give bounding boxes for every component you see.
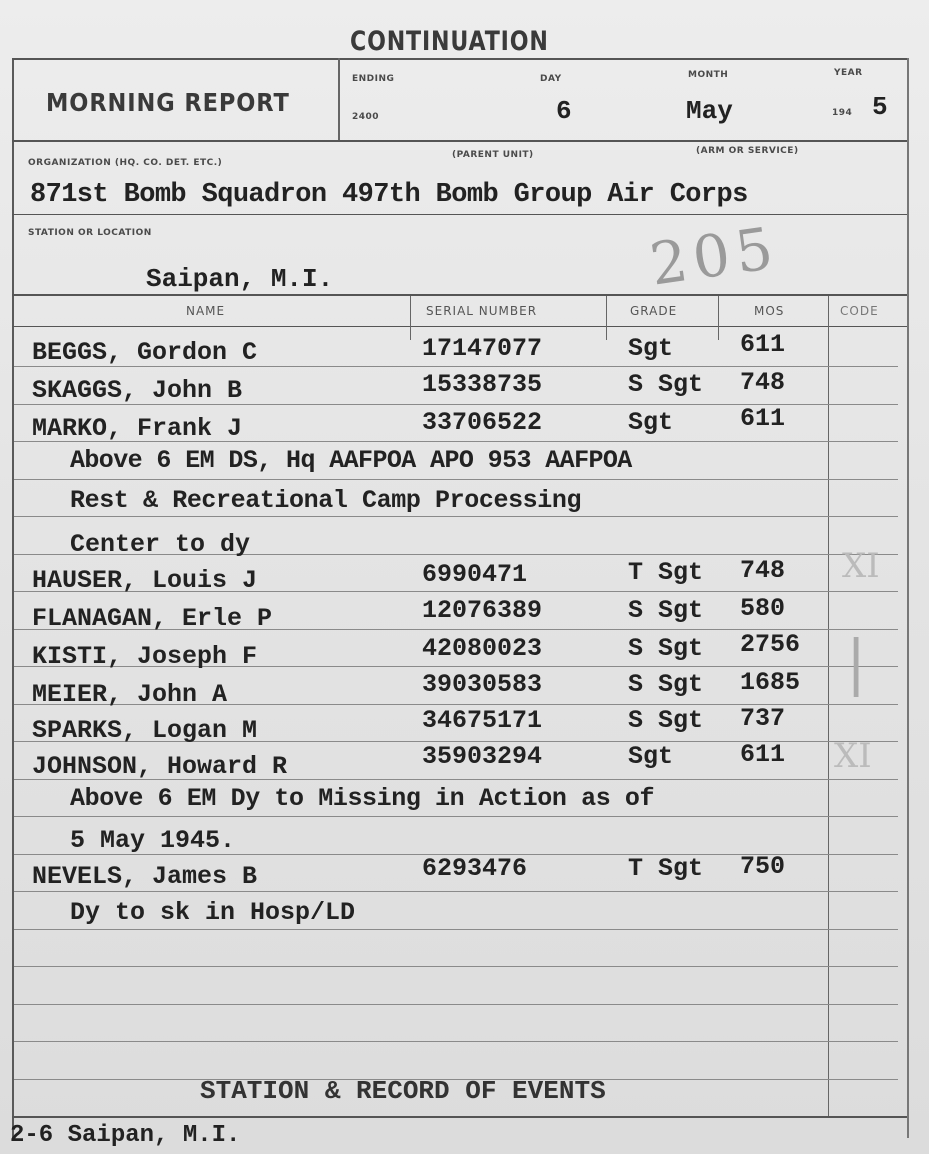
table-top-rule: [12, 294, 907, 296]
serial-column-divider: [410, 296, 411, 340]
year-label: YEAR: [834, 68, 863, 78]
remark-line: Rest & Recreational Camp Processing: [70, 486, 582, 515]
column-code-header: CODE: [840, 304, 879, 318]
footer-rule: [12, 1116, 907, 1118]
entry-grade: S Sgt: [628, 634, 704, 663]
entry-serial: 17147077: [422, 334, 543, 363]
header-divider: [338, 58, 340, 140]
arm-service-label: (ARM OR SERVICE): [696, 146, 799, 156]
entry-serial: 6990471: [422, 560, 528, 589]
entry-grade: S Sgt: [628, 596, 704, 625]
entry-name: KISTI, Joseph F: [32, 642, 258, 671]
mos-column-divider: [718, 296, 719, 340]
station-value: Saipan, M.I.: [146, 264, 334, 294]
parent-unit-label: (PARENT UNIT): [452, 150, 534, 160]
ruled-line: [14, 891, 898, 892]
entry-mos: 737: [740, 704, 786, 733]
entry-mos: 611: [740, 330, 786, 359]
column-mos-header: MOS: [754, 304, 785, 318]
pencil-annotation: 205: [645, 213, 783, 299]
pencil-mark-code: XI: [842, 546, 880, 586]
organization-label: ORGANIZATION (HQ. CO. DET. ETC.): [28, 158, 223, 168]
entry-grade: T Sgt: [628, 558, 704, 587]
entry-mos: 2756: [740, 630, 801, 659]
form-title: MORNING REPORT: [46, 88, 290, 117]
code-column-divider: [828, 296, 829, 1116]
entry-serial: 6293476: [422, 854, 528, 883]
entry-serial: 12076389: [422, 596, 543, 625]
ending-time: 2400: [352, 112, 380, 122]
column-header-rule: [12, 326, 907, 327]
remark-line: Above 6 EM Dy to Missing in Action as of: [70, 784, 655, 813]
entry-mos: 750: [740, 852, 786, 881]
entry-name: SPARKS, Logan M: [32, 716, 258, 745]
entry-grade: S Sgt: [628, 670, 704, 699]
entry-mos: 611: [740, 404, 786, 433]
entry-serial: 39030583: [422, 670, 543, 699]
month-label: MONTH: [688, 70, 729, 80]
remark-line: Above 6 EM DS, Hq AAFPOA APO 953 AAFPOA: [70, 446, 632, 475]
ruled-line: [14, 929, 898, 930]
entry-grade: Sgt: [628, 408, 674, 437]
entry-serial: 34675171: [422, 706, 543, 735]
entry-name: BEGGS, Gordon C: [32, 338, 258, 367]
entry-name: FLANAGAN, Erle P: [32, 604, 273, 633]
header-bottom-rule: [12, 140, 907, 142]
ruled-line: [14, 1041, 898, 1042]
entry-serial: 33706522: [422, 408, 543, 437]
year-prefix: 194: [832, 108, 853, 118]
ruled-line: [14, 479, 898, 480]
form-heading: CONTINUATION: [350, 26, 549, 57]
grade-column-divider: [606, 296, 607, 340]
pencil-mark-code: XI: [834, 736, 872, 776]
ending-label: ENDING: [352, 74, 395, 84]
entry-grade: Sgt: [628, 334, 674, 363]
entry-grade: Sgt: [628, 742, 674, 771]
day-label: DAY: [540, 74, 562, 84]
remark-line: 5 May 1945.: [70, 826, 236, 855]
column-grade-header: GRADE: [630, 304, 678, 318]
entry-name: MEIER, John A: [32, 680, 228, 709]
station-events-title: STATION & RECORD OF EVENTS: [200, 1076, 606, 1106]
entry-name: HAUSER, Louis J: [32, 566, 258, 595]
station-label: STATION OR LOCATION: [28, 228, 152, 238]
report-day: 6: [556, 96, 572, 126]
remark-line: Dy to sk in Hosp/LD: [70, 898, 356, 927]
entry-mos: 580: [740, 594, 786, 623]
year-digit: 5: [872, 92, 888, 122]
report-month: May: [686, 96, 733, 126]
entry-mos: 611: [740, 740, 786, 769]
entry-serial: 15338735: [422, 370, 543, 399]
entry-mos: 1685: [740, 668, 801, 697]
entry-name: NEVELS, James B: [32, 862, 258, 891]
entry-grade: S Sgt: [628, 370, 704, 399]
ruled-line: [14, 516, 898, 517]
entry-name: SKAGGS, John B: [32, 376, 243, 405]
entry-mos: 748: [740, 368, 786, 397]
pencil-mark-code: |: [846, 628, 867, 698]
entry-grade: T Sgt: [628, 854, 704, 883]
entry-name: MARKO, Frank J: [32, 414, 243, 443]
station-events-line: 2-6 Saipan, M.I.: [10, 1122, 241, 1149]
ruled-line: [14, 1004, 898, 1005]
header-top-rule: [12, 58, 907, 60]
entry-grade: S Sgt: [628, 706, 704, 735]
entry-mos: 748: [740, 556, 786, 585]
entry-name: JOHNSON, Howard R: [32, 752, 288, 781]
organization-value: 871st Bomb Squadron 497th Bomb Group Air Corps: [30, 180, 748, 210]
column-name-header: NAME: [186, 304, 226, 318]
column-serial-header: SERIAL NUMBER: [426, 304, 538, 318]
remark-line: Center to dy: [70, 530, 251, 559]
ruled-line: [14, 966, 898, 967]
entry-serial: 35903294: [422, 742, 543, 771]
ruled-line: [14, 816, 898, 817]
entry-serial: 42080023: [422, 634, 543, 663]
